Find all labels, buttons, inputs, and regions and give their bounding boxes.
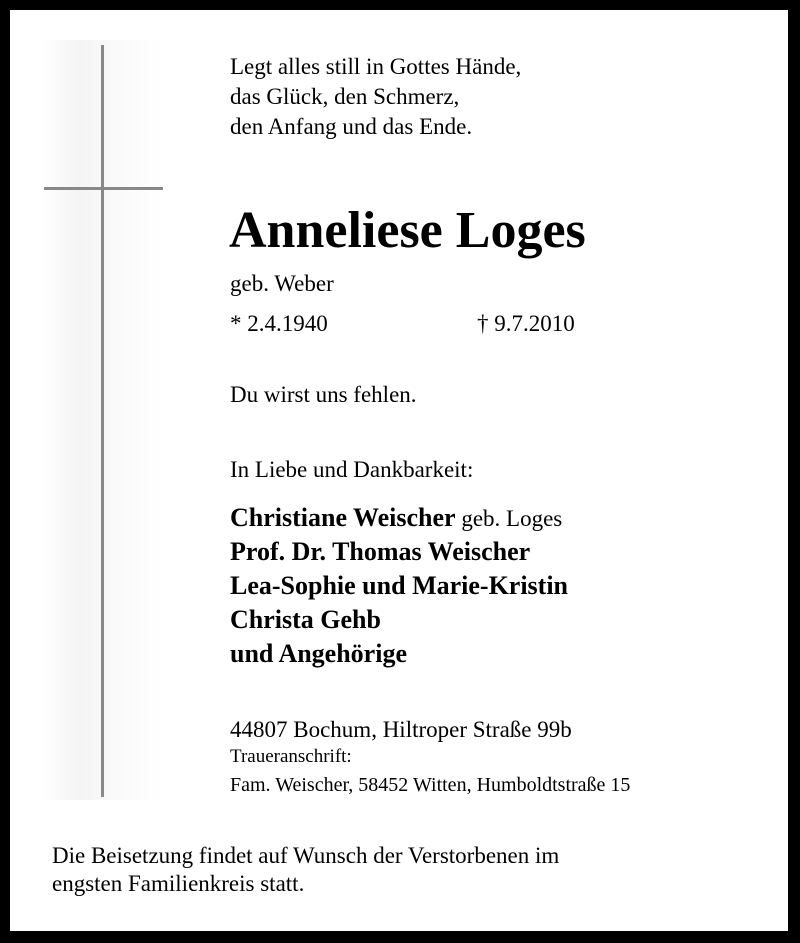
mourning-address: Fam. Weischer, 58452 Witten, Humboldtstraße 15 xyxy=(230,774,631,796)
farewell-message: Du wirst uns fehlen. xyxy=(230,382,417,407)
mourner-item xyxy=(230,501,568,535)
verse-line: Legt alles still in Gottes Hände, xyxy=(230,54,522,79)
cross-icon-horizontal xyxy=(44,187,163,190)
mourner-item xyxy=(230,603,568,637)
mourner-suffix: geb. Loges xyxy=(455,506,563,531)
mourner-name: Christa Gehb xyxy=(230,605,381,634)
cross-icon-vertical xyxy=(101,45,104,797)
dedication-line: In Liebe und Dankbarkeit: xyxy=(230,457,474,482)
home-address: 44807 Bochum, Hiltroper Straße 99b xyxy=(230,717,572,742)
funeral-note-line: engsten Familienkreis statt. xyxy=(52,871,305,896)
mourner-name: und Angehörige xyxy=(230,639,407,668)
verse-line: den Anfang und das Ende. xyxy=(230,114,473,139)
funeral-note-line: Die Beisetzung findet auf Wunsch der Verstorbenen im xyxy=(52,843,560,868)
verse xyxy=(230,52,521,142)
mourner-name: Christiane Weischer xyxy=(230,503,456,532)
mourner-name: Prof. Dr. Thomas Weischer xyxy=(230,537,531,566)
mourner-item xyxy=(230,535,568,569)
mourner-item xyxy=(230,637,568,671)
mourners-list xyxy=(230,501,568,671)
mourning-address-label: Traueranschrift: xyxy=(230,746,352,767)
maiden-name: geb. Weber xyxy=(230,271,334,296)
birth-date: * 2.4.1940 xyxy=(230,311,328,336)
verse-line: das Glück, den Schmerz, xyxy=(230,84,460,109)
mourner-name: Lea-Sophie und Marie-Kristin xyxy=(230,571,569,600)
mourner-item xyxy=(230,569,568,603)
deceased-name: Anneliese Loges xyxy=(229,202,586,259)
funeral-note xyxy=(52,842,559,898)
death-date: † 9.7.2010 xyxy=(477,311,575,336)
